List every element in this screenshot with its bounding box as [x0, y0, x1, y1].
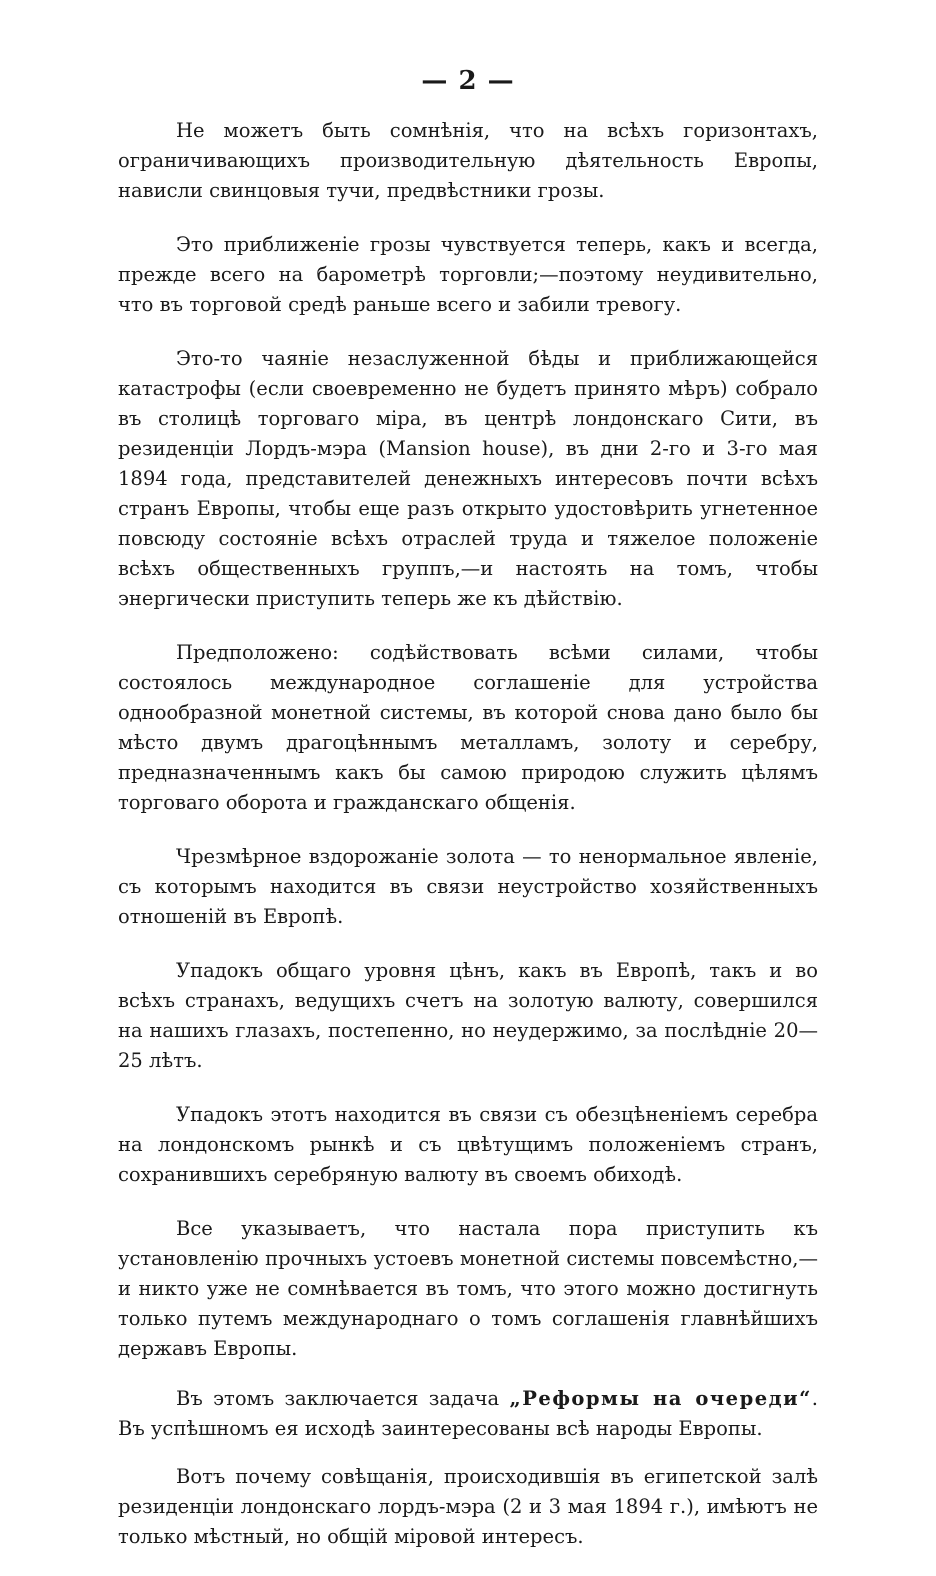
- paragraph-gold-appreciation: Чрезмѣрное вздорожаніе золота — то ненормальное явленіе, съ которымъ находится въ связи неустройство хозяйственныхъ отношеній въ Европѣ.: [118, 845, 818, 928]
- paragraph-monetary-foundations: Все указываетъ, что настала пора приступить къ установленію прочныхъ устоевъ монетной системы повсемѣстно,—и никто уже не сомнѣвается въ томъ, что этого можно достигнуть только путемъ международнаго о томъ соглашенія главнѣйшихъ державъ Европы.: [118, 1217, 818, 1360]
- reform-text-before: Въ этомъ заключается задача: [176, 1387, 510, 1410]
- reform-text-after: . Въ успѣшномъ ея исходѣ заинтересованы всѣ народы Европы.: [118, 1387, 818, 1440]
- paragraph-trade-barometer: Это приближеніе грозы чувствуется теперь, какъ и всегда, прежде всего на барометрѣ торговли;—поэтому неудивительно, что въ торговой средѣ раньше всего и забили тревогу.: [118, 233, 818, 316]
- body-text: [118, 116, 818, 1576]
- page-number: — 2 —: [421, 66, 515, 96]
- paragraph-reform-task: [118, 1384, 818, 1444]
- paragraph-storm-clouds: Не можетъ быть сомнѣнія, что на всѣхъ горизонтахъ, ограничивающихъ производительную дѣятельность Европы, нависли свинцовыя тучи, предвѣстники грозы.: [118, 119, 818, 202]
- paragraph-world-interest: Вотъ почему совѣщанія, происходившія въ египетской залѣ резиденціи лондонскаго лордъ-мэра (2 и 3 мая 1894 г.), имѣютъ не только мѣстный, но общій міровой интересъ.: [118, 1465, 818, 1548]
- paragraph-monetary-agreement: Предположено: содѣйствовать всѣми силами, чтобы состоялось международное соглашеніе для устройства однообразной монетной системы, въ которой снова дано было бы мѣсто двумъ драгоцѣннымъ металламъ, золоту и серебру, предназначеннымъ какъ бы самою природою служить цѣлямъ торговаго оборота и гражданскаго общенія.: [118, 641, 818, 814]
- reform-title-emphasis: „Реформы на очереди“: [509, 1387, 812, 1410]
- paragraph-mansion-house-meeting: Это-то чаяніе незаслуженной бѣды и приближающейся катастрофы (если своевременно не будетъ принято мѣръ) собрало въ столицѣ торговаго міра, въ центрѣ лондонскаго Сити, въ резиденціи Лордъ-мэра (Mansion house), въ дни 2-го и 3-го мая 1894 года, представителей денежныхъ интересовъ почти всѣхъ странъ Европы, чтобы еще разъ открыто удостовѣрить угнетенное повсюду состояніе всѣхъ отраслей труда и тяжелое положеніе всѣхъ общественныхъ группъ,—и настоять на томъ, чтобы энергически приступить теперь же къ дѣйствію.: [118, 347, 818, 610]
- paragraph-price-decline: Упадокъ общаго уровня цѣнъ, какъ въ Европѣ, такъ и во всѣхъ странахъ, ведущихъ счетъ на золотую валюту, совершился на нашихъ глазахъ, постепенно, но неудержимо, за послѣдніе 20—25 лѣтъ.: [118, 959, 818, 1072]
- paragraph-silver-depreciation: Упадокъ этотъ находится въ связи съ обезцѣненіемъ серебра на лондонскомъ рынкѣ и съ цвѣтущимъ положеніемъ странъ, сохранившихъ серебряную валюту въ своемъ обиходѣ.: [118, 1103, 818, 1186]
